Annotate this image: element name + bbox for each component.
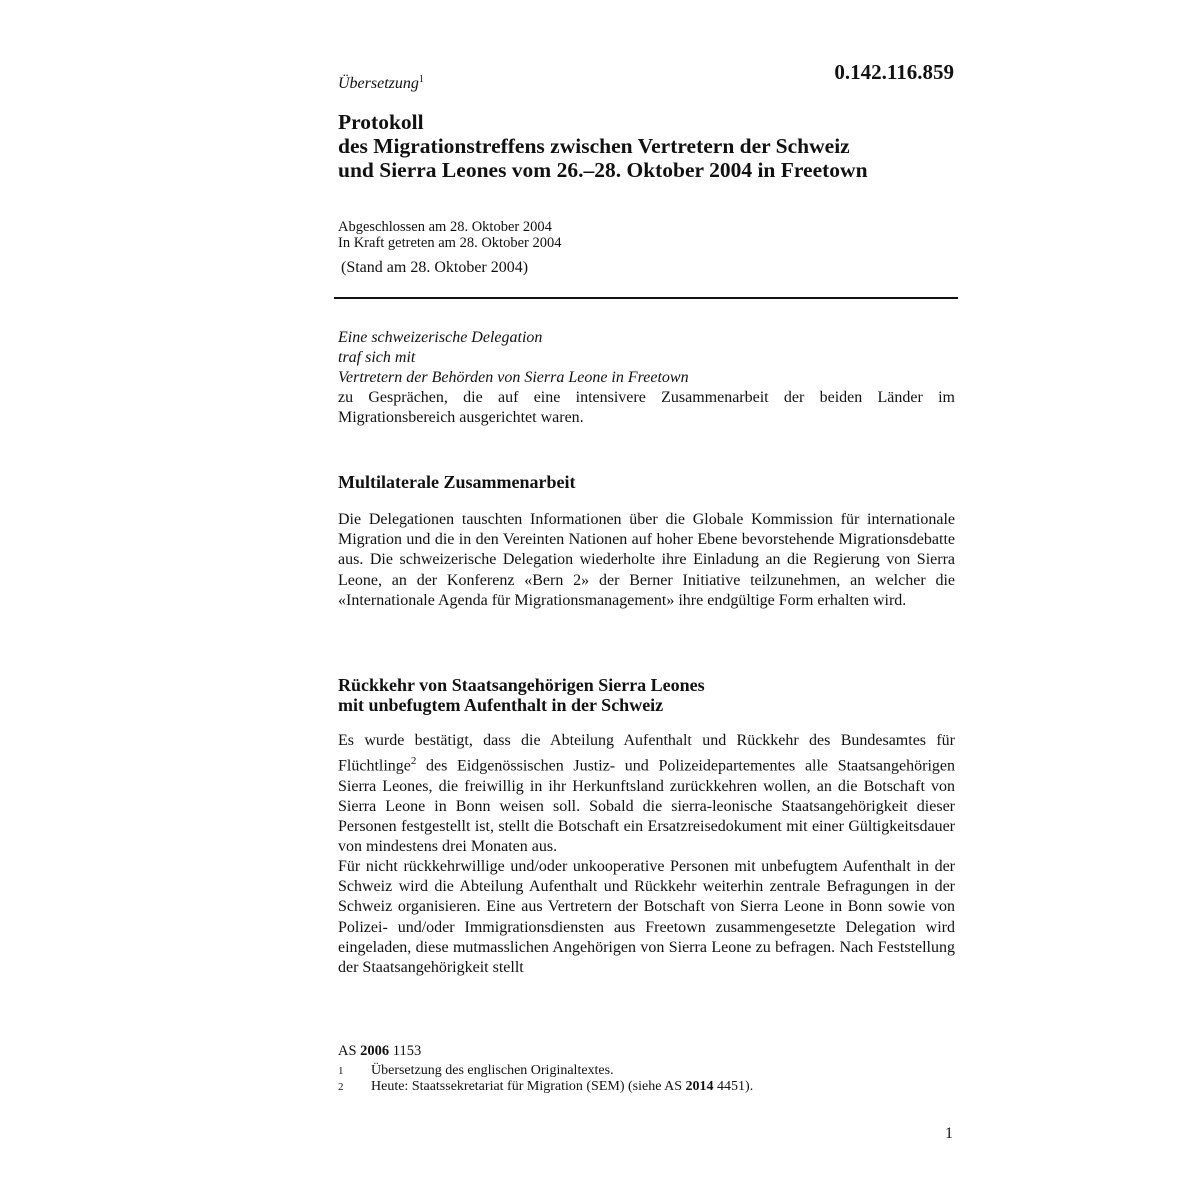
page-number: 1: [945, 1125, 953, 1142]
section-paragraph: Für nicht rückkehrwillige und/oder unkooperative Personen mit unbefugtem Aufenthalt in der Schweiz wird die Abteilung Aufenthalt und Rückkehr weiterhin zentrale Befragungen in der Schweiz organisieren. Eine aus Vertretern der Botschaft von Sierra Leone in Bonn sowie von Polizei- und/oder Immigrationsdiensten aus Freetown zusammengesetzte Delegation wird eingeladen, diese mutmasslichen Angehörigen von Sierra Leone zu befragen. Nach Feststellung der Staatsangehörigkeit stellt: [338, 858, 955, 977]
sr-number: 0.142.116.859: [834, 60, 954, 84]
section-heading: [338, 675, 958, 715]
divider: [334, 297, 958, 299]
status-date: (Stand am 28. Oktober 2004): [341, 259, 529, 276]
footnote-ref: 2: [410, 755, 417, 768]
intro-block: [338, 328, 955, 428]
translation-note: [338, 74, 424, 93]
intro-text: zu Gesprächen, die auf eine intensivere Zusammenarbeit der beiden Länder im Migrationsbereich ausgerichtet waren.: [338, 389, 955, 426]
section-heading: Multilaterale Zusammenarbeit: [338, 472, 576, 492]
heading-line: Rückkehr von Staatsangehörigen Sierra Leones: [338, 675, 705, 695]
intro-line: traf sich mit: [338, 349, 416, 366]
as-reference: AS 2006 1153: [338, 1043, 422, 1059]
concluded-date: Abgeschlossen am 28. Oktober 2004: [338, 219, 552, 235]
document-title: [338, 110, 958, 182]
paragraph-text: des Eidgenössischen Justiz- und Polizeidepartementes alle Staatsangehörigen Sierra Leones, die freiwillig in ihr Herkunftsland zurückkehren wollen, an die Botschaft von Sierra Leone in Bonn weisen soll. Sobald die sierra-leonische Staatsangehörigkeit dieser Personen festgestellt ist, stellt die Botschaft ein Ersatzreisedokument mit einer Gültigkeitsdauer von mindestens drei Monaten aus.: [338, 757, 955, 856]
title-line: des Migrationstreffens zwischen Vertretern der Schweiz: [338, 134, 850, 158]
footnotes: [338, 1063, 753, 1095]
title-line: und Sierra Leones vom 26.–28. Oktober 2004 in Freetown: [338, 158, 868, 182]
title-line: Protokoll: [338, 110, 424, 134]
section-paragraph: [338, 731, 955, 858]
in-force-date: In Kraft getreten am 28. Oktober 2004: [338, 235, 562, 251]
section-paragraph: Die Delegationen tauschten Informationen über die Globale Kommission für internationale Migration und die in den Vereinten Nationen auf hoher Ebene bevorstehende Migrationsdebatte aus. Die schweizerische Delegation wiederholte ihre Einladung an die Regierung von Sierra Leone, an der Konferenz «Bern 2» der Berner Initiative teilzunehmen, an welcher die «Internationale Agenda für Migrationsmanagement» ihre endgültige Form erhalten wird.: [338, 511, 955, 609]
footnote-ref: 1: [418, 74, 424, 85]
translation-label: Übersetzung: [338, 75, 419, 92]
paragraph-text: Es wurde bestätigt, dass die Abteilung Aufenthalt und Rückkehr des Bundesamtes für Flüchtlinge: [338, 732, 955, 775]
document-meta: [338, 219, 561, 251]
heading-line: mit unbefugtem Aufenthalt in der Schweiz: [338, 695, 664, 715]
footnote: 2 Heute: Staatssekretariat für Migration (SEM) (siehe AS 2014 4451).: [338, 1079, 754, 1094]
intro-line: Eine schweizerische Delegation: [338, 329, 543, 346]
footnote: 1 Übersetzung des englischen Originaltextes.: [338, 1063, 614, 1078]
intro-line: Vertretern der Behörden von Sierra Leone in Freetown: [338, 369, 689, 386]
